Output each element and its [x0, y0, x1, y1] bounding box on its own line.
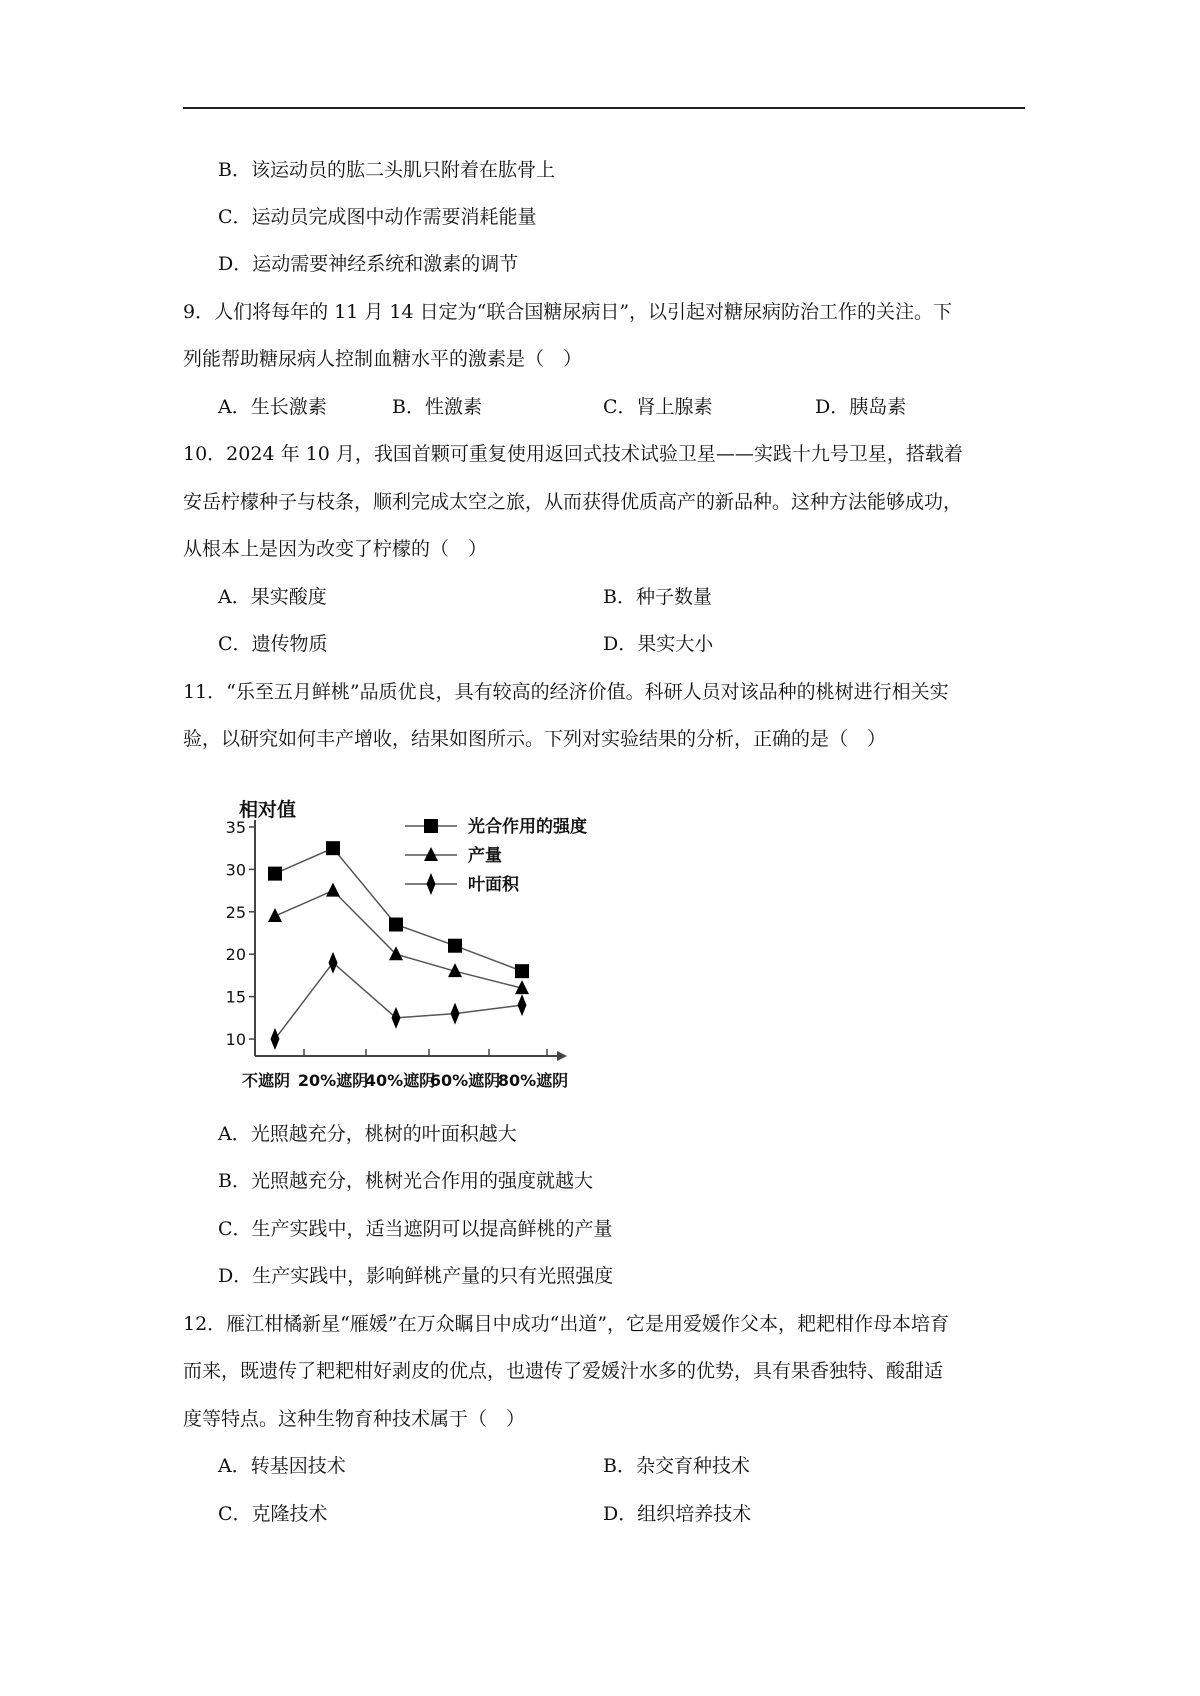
header-rule	[183, 107, 1025, 109]
chart-y-tick-label: 20	[225, 945, 246, 965]
q12-stem-line-3: 度等特点。这种生物育种技术属于（ ）	[183, 1408, 526, 1430]
chart-series-line	[275, 963, 522, 1039]
q11-option-c: C．生产实践中，适当遮阴可以提高鲜桃的产量	[218, 1218, 613, 1240]
chart-x-axis-arrow	[557, 1051, 567, 1061]
chart-data-point	[329, 952, 338, 974]
chart-data-point	[448, 939, 462, 953]
q10-stem-line-2: 安岳柠檬种子与枝条，顺利完成太空之旅，从而获得优质高产的新品种。这种方法能够成功，	[183, 491, 963, 513]
chart-y-tick-label: 25	[225, 902, 246, 922]
q10-stem-line-3: 从根本上是因为改变了柠檬的（ ）	[183, 538, 488, 560]
chart-data-point	[518, 994, 527, 1016]
q11-line-chart	[225, 790, 625, 1095]
chart-data-point	[271, 1028, 280, 1050]
legend-label: 产量	[468, 846, 502, 866]
q9-option-a: A．生长激素	[218, 396, 327, 418]
chart-x-tick-label: 不遮阴	[241, 1071, 291, 1090]
chart-series	[268, 841, 529, 1050]
q11-option-b: B．光照越充分，桃树光合作用的强度就越大	[218, 1170, 593, 1192]
chart-series-line	[275, 891, 522, 989]
chart-data-point	[326, 883, 340, 897]
q12-option-b: B．杂交育种技术	[603, 1455, 750, 1477]
chart-y-tick-label: 30	[225, 860, 246, 880]
q12-stem-line-2: 而来，既遗传了耙耙柑好剥皮的优点，也遗传了爱媛汁水多的优势，具有果香独特、酸甜适	[183, 1360, 944, 1382]
chart-y-tick-label: 15	[225, 987, 246, 1007]
chart-data-point	[389, 918, 403, 932]
chart-data-point	[451, 1003, 460, 1025]
q12-option-d: D．组织培养技术	[603, 1503, 752, 1525]
q12-option-a: A．转基因技术	[218, 1455, 346, 1477]
q11-stem-line-1: 11．“乐至五月鲜桃”品质优良，具有较高的经济价值。科研人员对该品种的桃树进行相关实	[183, 681, 949, 703]
chart-legend	[405, 816, 587, 895]
chart-data-point	[326, 841, 340, 855]
q10-stem-line-1: 10．2024 年 10 月，我国首颗可重复使用返回式技术试验卫星——实践十九号卫星，搭载着	[183, 443, 963, 465]
chart-x-tick-label: 60%遮阴	[429, 1071, 501, 1090]
q9-option-b: B．性激素	[392, 396, 482, 418]
chart-series-triangle	[268, 883, 529, 995]
chart-data-point	[268, 867, 282, 881]
chart-x-tick-label: 20%遮阴	[297, 1071, 369, 1090]
q11-option-d: D．生产实践中，影响鲜桃产量的只有光照强度	[218, 1265, 614, 1287]
legend-marker-triangle	[424, 847, 438, 861]
chart-series-diamond	[271, 952, 527, 1050]
chart-x-tick-label: 80%遮阴	[497, 1071, 569, 1090]
chart-x-tick-label: 40%遮阴	[364, 1071, 436, 1090]
prev-option-d: D．运动需要神经系统和激素的调节	[218, 253, 519, 275]
q12-stem-line-1: 12．雁江柑橘新星“雁媛”在万众瞩目中成功“出道”，它是用爱媛作父本，耙耙柑作母本培育	[183, 1313, 950, 1335]
legend-label: 光合作用的强度	[468, 817, 587, 837]
prev-option-c: C．运动员完成图中动作需要消耗能量	[218, 206, 537, 228]
chart-data-point	[515, 964, 529, 978]
q11-option-a: A．光照越充分，桃树的叶面积越大	[218, 1123, 517, 1145]
q9-stem-line-1: 9．人们将每年的 11 月 14 日定为“联合国糖尿病日”，以引起对糖尿病防治工作的关注。下	[183, 301, 953, 323]
chart-data-point	[392, 1007, 401, 1029]
q10-option-d: D．果实大小	[603, 633, 714, 655]
chart-svg	[225, 790, 625, 1095]
prev-option-b: B．该运动员的肱二头肌只附着在肱骨上	[218, 159, 555, 181]
chart-y-tick-label: 35	[225, 817, 246, 837]
legend-marker-diamond	[427, 873, 436, 895]
chart-ylabel: 相对值	[239, 799, 297, 821]
chart-y-tick-label: 10	[225, 1030, 246, 1050]
q12-option-c: C．克隆技术	[218, 1503, 328, 1525]
q9-option-d: D．胰岛素	[815, 396, 907, 418]
q11-stem-line-2: 验，以研究如何丰产增收，结果如图所示。下列对实验结果的分析，正确的是（ ）	[183, 728, 887, 750]
legend-marker-square	[424, 819, 438, 833]
q9-stem-line-2: 列能帮助糖尿病人控制血糖水平的激素是（ ）	[183, 348, 583, 370]
chart-data-point	[268, 908, 282, 922]
q10-option-b: B．种子数量	[603, 586, 712, 608]
q10-option-c: C．遗传物质	[218, 633, 328, 655]
legend-label: 叶面积	[468, 875, 519, 895]
q9-option-c: C．肾上腺素	[603, 396, 713, 418]
q10-option-a: A．果实酸度	[218, 586, 327, 608]
